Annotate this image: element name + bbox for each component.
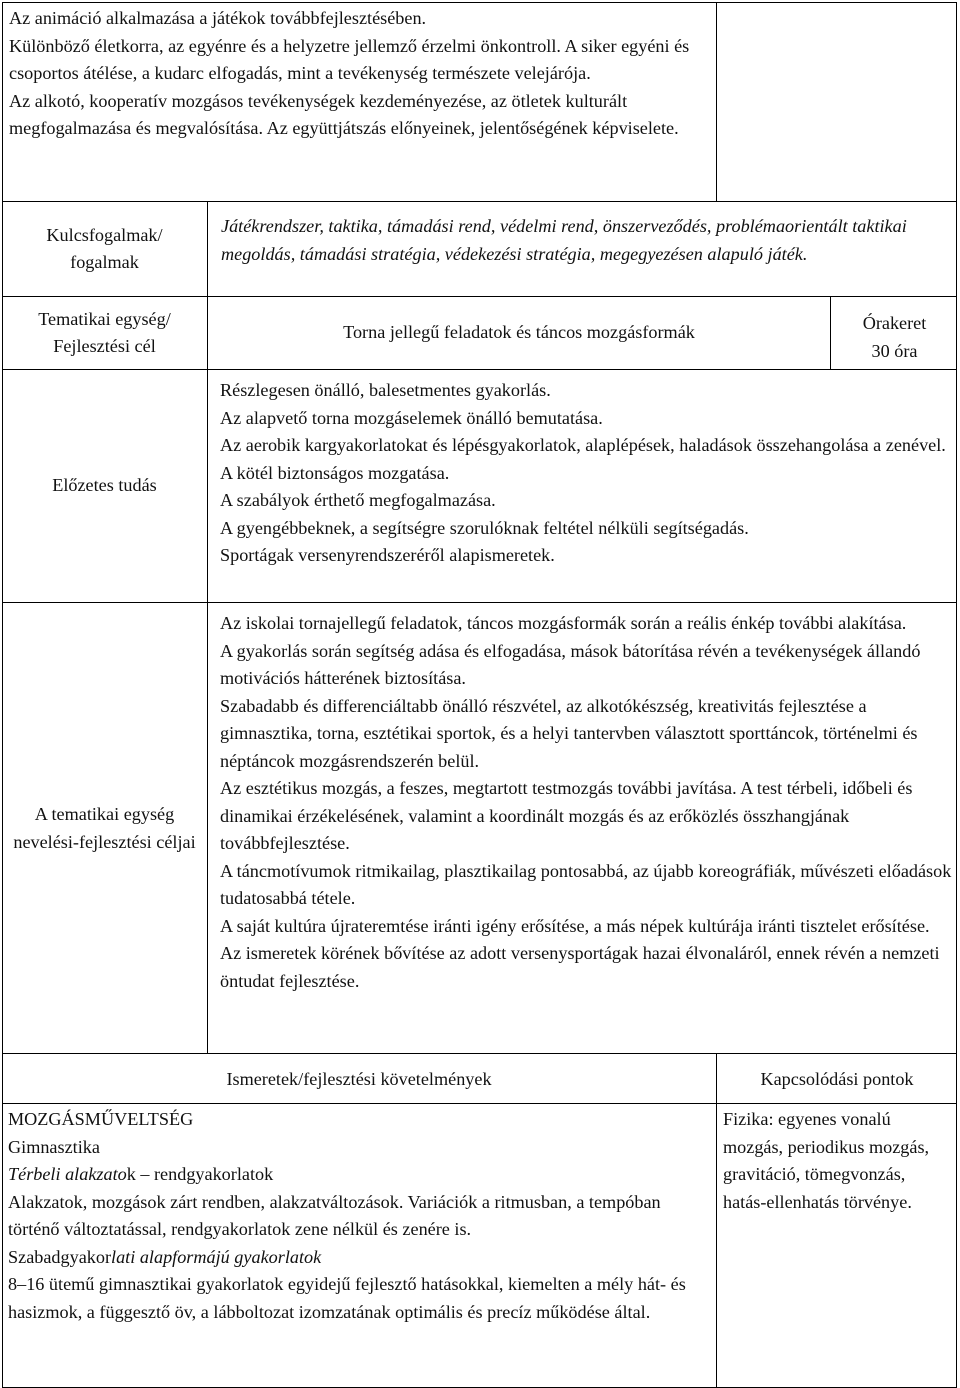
key-concepts-text bbox=[221, 213, 951, 268]
requirements-heading: MOZGÁSMŰVELTSÉG bbox=[8, 1109, 194, 1129]
goals-item: Szabadabb és differenciáltabb önálló részvétel, az alkotókészség, kreativitás fejlesztése a gimnasztika, torna, esztétikai sportok, és a helyi tantervben választott sporttáncok, történelmi és néptáncok mozgásrendszerén belül. bbox=[220, 695, 918, 771]
goals-label bbox=[4, 604, 205, 1053]
goals-item: A gyakorlás során segítség adása és elfogadása, mások bátorítása révén a tevékenységek állandó motivációs hátterének biztosítása. bbox=[220, 640, 921, 688]
hours-value: 30 óra bbox=[871, 340, 918, 361]
key-concepts-label bbox=[4, 203, 205, 295]
requirements-item2-text: 8–16 ütemű gimnasztikai gyakorlatok egyidejű fejlesztő hatásokkal, kiemelten a mély hát- és hasizmok, a függesztő öv, a lábboltozat izomzatának optimális és precíz működése által. bbox=[8, 1274, 686, 1322]
goals-label-text: A tematikai egység nevelési-fejlesztési céljai bbox=[13, 804, 196, 852]
connections-text: Fizika: egyenes vonalú mozgás, periodikus mozgás, gravitáció, tömegvonzás, hatás-ellenhatás törvénye. bbox=[723, 1109, 930, 1212]
unit-label bbox=[4, 298, 205, 368]
top-row-text bbox=[9, 5, 709, 143]
unit-label-text: Tematikai egység/ Fejlesztési cél bbox=[38, 308, 171, 356]
prior-knowledge-list bbox=[220, 377, 952, 570]
row-divider-3 bbox=[2, 602, 957, 603]
hours-cell bbox=[832, 310, 957, 365]
prior-knowledge-item: A kötél biztonságos mozgatása. bbox=[220, 462, 450, 483]
item1-italic: Térbeli alakzato bbox=[8, 1164, 127, 1184]
key-concepts-label-text: Kulcsfogalmak/ fogalmak bbox=[46, 224, 163, 272]
connections-header bbox=[718, 1066, 956, 1094]
requirements-item1-title bbox=[8, 1161, 710, 1189]
item2-plain: Szabadgyakor bbox=[8, 1246, 112, 1267]
top-row-divider bbox=[716, 2, 717, 202]
item1-rest: k – rendgyakorlatok bbox=[126, 1164, 274, 1184]
row-divider-2 bbox=[2, 369, 957, 370]
top-line: Az animáció alkalmazása a játékok továbbfejlesztésében. bbox=[9, 8, 427, 28]
requirements-content bbox=[8, 1106, 710, 1326]
unit-title bbox=[209, 298, 829, 368]
requirements-header-text: Ismeretek/fejlesztési követelmények bbox=[226, 1069, 492, 1089]
requirements-subheading: Gimnasztika bbox=[8, 1136, 100, 1157]
left-column-divider bbox=[207, 201, 208, 1054]
prior-knowledge-item: Sportágak versenyrendszeréről alapismeretek. bbox=[220, 545, 555, 565]
goals-item: Az ismeretek körének bővítése az adott versenysportágak hazai élvonaláról, ennek révén a nemzeti öntudat fejlesztése. bbox=[220, 943, 940, 991]
prior-knowledge-item: Részlegesen önálló, balesetmentes gyakorlás. bbox=[220, 380, 551, 400]
item2-italic: lati alapformájú gyakorlatok bbox=[111, 1246, 322, 1267]
prior-knowledge-item: A szabályok érthető megfogalmazása. bbox=[220, 490, 496, 510]
requirements-item1-text: Alakzatok, mozgások zárt rendben, alakzatváltozások. Variációk a ritmusban, a tempóban történő változtatással, rendgyakorlatok zene nélkül és zenére is. bbox=[8, 1191, 661, 1239]
goals-item: A saját kultúra újrateremtése iránti igény erősítése, a más népek kultúrája iránti tisztelet erősítése. bbox=[220, 915, 930, 936]
prior-knowledge-item: Az aerobik kargyakorlatokat és lépésgyakorlatok, alaplépések, haladások összehangolása a zenével. bbox=[220, 435, 946, 455]
connections-content bbox=[723, 1106, 951, 1216]
key-concepts-value: Játékrendszer, taktika, támadási rend, védelmi rend, önszerveződés, problémaorientált taktikai megoldás, támadási stratégia, védekezési stratégia, megegyezésen alapuló játék. bbox=[221, 216, 907, 264]
goals-list bbox=[220, 610, 952, 995]
prior-knowledge-label-text: Előzetes tudás bbox=[52, 475, 157, 496]
unit-title-text: Torna jellegű feladatok és táncos mozgásformák bbox=[343, 322, 695, 343]
bottom-header-divider bbox=[2, 1103, 957, 1104]
top-line: Különböző életkorra, az egyénre és a helyzetre jellemző érzelmi önkontroll. A siker egyéni és csoportos átélése, a kudarc elfogadás, mint a tevékenység természete velejárója. bbox=[9, 35, 690, 83]
requirements-header bbox=[4, 1066, 714, 1094]
prior-knowledge-item: Az alapvető torna mozgáselemek önálló bemutatása. bbox=[220, 407, 603, 428]
goals-item: Az esztétikus mozgás, a feszes, megtartott testmozgás további javítása. A test térbeli, időbeli és dinamikai érzékelésének, valamint a koordinált mozgás és az erőközlés összhangjának továbbfejlesztése. bbox=[220, 778, 913, 853]
prior-knowledge-label bbox=[4, 371, 205, 601]
top-line: Az alkotó, kooperatív mozgásos tevékenységek kezdeményezése, az ötletek kulturált megfogalmazása és megvalósítása. Az együttjátszás előnyeinek, jelentőségének képviselete. bbox=[9, 90, 679, 138]
requirements-item2-title bbox=[8, 1244, 710, 1272]
goals-item: A táncmotívumok ritmikailag, plasztikailag pontosabbá, az újabb koreográfiák, művészeti előadások tudatosabbá tétele. bbox=[220, 860, 952, 908]
connections-header-text: Kapcsolódási pontok bbox=[760, 1069, 914, 1089]
hours-divider bbox=[830, 296, 831, 369]
prior-knowledge-item: A gyengébbeknek, a segítségre szorulóknak feltétel nélküli segítségadás. bbox=[220, 517, 749, 538]
goals-item: Az iskolai tornajellegű feladatok, táncos mozgásformák során a reális énkép további alakítása. bbox=[220, 613, 907, 633]
hours-label: Órakeret bbox=[862, 313, 927, 333]
row-divider-1 bbox=[2, 296, 957, 297]
